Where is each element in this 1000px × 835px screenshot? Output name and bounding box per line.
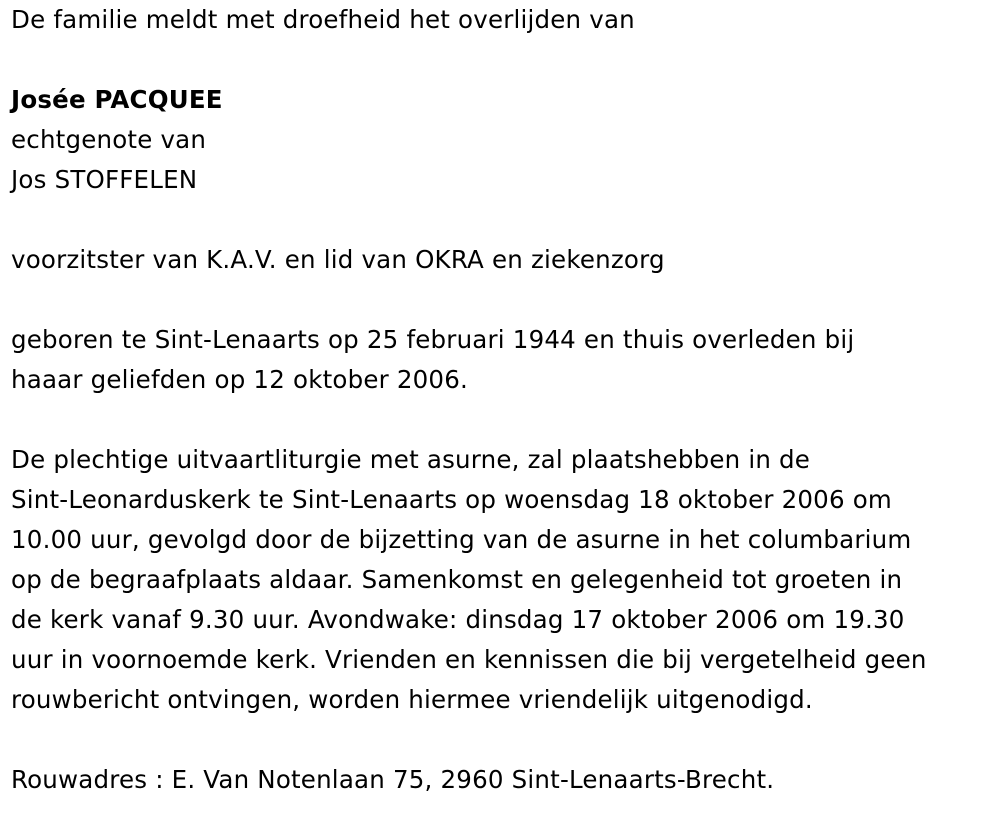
birth-death-line: haaar geliefden op 12 oktober 2006. <box>11 365 468 394</box>
death-notice <box>11 0 991 800</box>
spouse-label: echtgenote van <box>11 125 207 154</box>
spacer <box>11 720 991 760</box>
spacer <box>11 40 991 80</box>
role-line: voorzitster van K.A.V. en lid van OKRA en ziekenzorg <box>11 245 665 274</box>
birth-death-line: geboren te Sint-Lenaarts op 25 februari 1944 en thuis overleden bij <box>11 325 855 354</box>
spouse-name: Jos STOFFELEN <box>11 165 198 194</box>
spacer <box>11 400 991 440</box>
funeral-line: de kerk vanaf 9.30 uur. Avondwake: dinsdag 17 oktober 2006 om 19.30 <box>11 605 905 634</box>
funeral-line: rouwbericht ontvingen, worden hiermee vriendelijk uitgenodigd. <box>11 685 813 714</box>
spacer <box>11 200 991 240</box>
address-line: Rouwadres : E. Van Notenlaan 75, 2960 Sint-Lenaarts-Brecht. <box>11 765 775 794</box>
funeral-line: De plechtige uitvaartliturgie met asurne, zal plaatshebben in de <box>11 445 811 474</box>
spacer <box>11 280 991 320</box>
funeral-line: Sint-Leonarduskerk te Sint-Lenaarts op woensdag 18 oktober 2006 om <box>11 485 892 514</box>
funeral-line: 10.00 uur, gevolgd door de bijzetting van de asurne in het columbarium <box>11 525 912 554</box>
funeral-line: op de begraafplaats aldaar. Samenkomst en gelegenheid tot groeten in <box>11 565 903 594</box>
deceased-name: Josée PACQUEE <box>11 85 223 114</box>
funeral-line: uur in voornoemde kerk. Vrienden en kennissen die bij vergetelheid geen <box>11 645 927 674</box>
intro-line: De familie meldt met droefheid het overlijden van <box>11 5 635 34</box>
